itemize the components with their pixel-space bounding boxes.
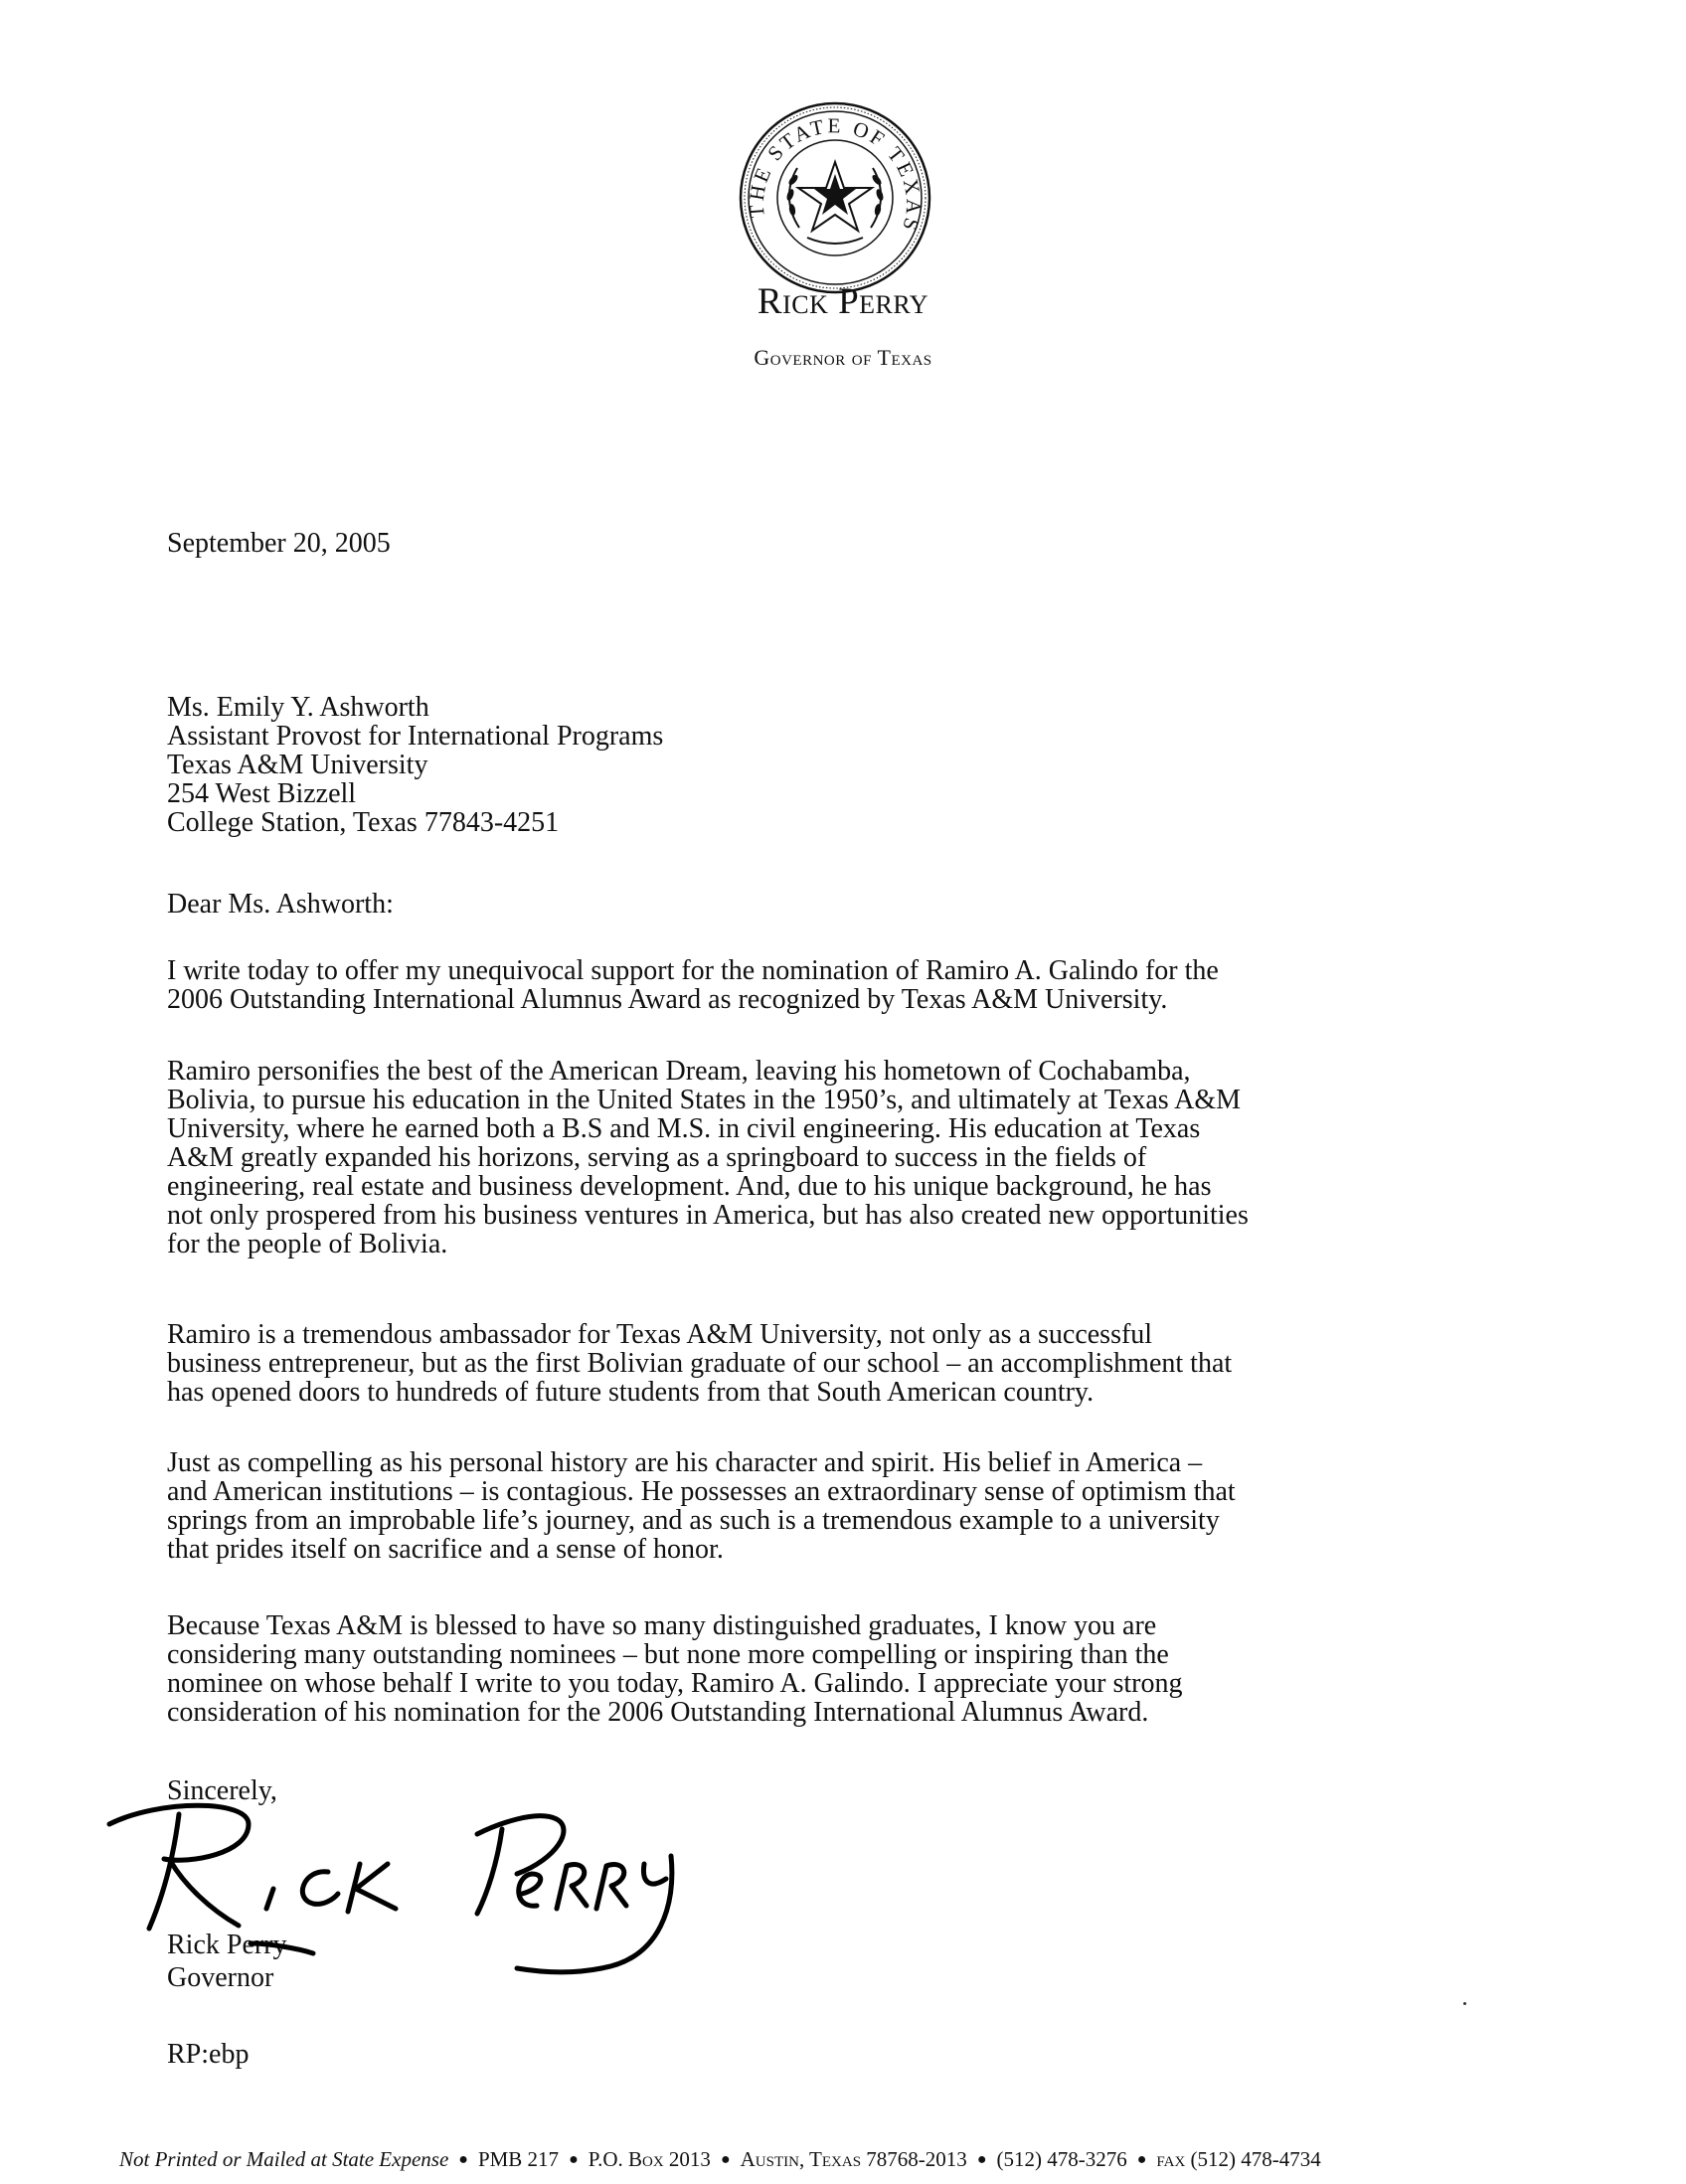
recipient-city: College Station, Texas 77843-4251 — [167, 807, 560, 838]
paragraph-line: Ramiro personifies the best of the American Dream, leaving his hometown of Cochabamba, — [167, 1056, 1191, 1087]
state-seal-image — [738, 100, 932, 295]
paragraph-5 — [167, 1611, 1459, 1727]
recipient-street: 254 West Bizzell — [167, 778, 357, 809]
paragraph-line: considering many outstanding nominees – but none more compelling or inspiring than the — [167, 1639, 1169, 1670]
paragraph-line: nominee on whose behalf I write to you today, Ramiro A. Galindo. I appreciate your strong — [167, 1668, 1183, 1699]
footer-fax-label: fax — [1156, 2147, 1186, 2171]
footer-fax: (512) 478-4734 — [1190, 2147, 1321, 2171]
signer-name: Rick Perry — [167, 1930, 287, 1960]
paragraph-line: engineering, real estate and business development. And, due to his unique background, he has — [167, 1171, 1212, 1202]
salutation: Dear Ms. Ashworth: — [167, 889, 394, 920]
closing: Sincerely, — [167, 1775, 277, 1806]
paragraph-line: springs from an improbable life’s journey, and as such is a tremendous example to a university — [167, 1505, 1220, 1536]
recipient-title: Assistant Provost for International Programs — [167, 721, 664, 752]
recipient-name: Ms. Emily Y. Ashworth — [167, 692, 429, 723]
paragraph-4 — [167, 1448, 1459, 1564]
paragraph-line: University, where he earned both a B.S and M.S. in civil engineering. His education at Texas — [167, 1113, 1201, 1144]
paragraph-line: Ramiro is a tremendous ambassador for Texas A&M University, not only as a successful — [167, 1319, 1153, 1350]
footer: Not Printed or Mailed at State Expense ● PMB 217 ● P.O. Box 2013 ● Austin, Texas 78768-2013 ● (512) 478-3276 ● fax (512) 478-4734 — [119, 2147, 1321, 2171]
paragraph-line: A&M greatly expanded his horizons, serving as a springboard to success in the fields of — [167, 1142, 1147, 1173]
svg-text:THE STATE OF TEXAS: THE STATE OF TEXAS — [744, 113, 927, 237]
paragraph-line: consideration of his nomination for the 2006 Outstanding International Alumnus Award. — [167, 1697, 1149, 1728]
paragraph-line: Just as compelling as his personal history are his character and spirit. His belief in America – — [167, 1447, 1203, 1478]
paragraph-line: I write today to offer my unequivocal support for the nomination of Ramiro A. Galindo for the — [167, 955, 1219, 986]
paragraph-line: and American institutions – is contagious. He possesses an extraordinary sense of optimism that — [167, 1476, 1236, 1507]
paragraph-line: Bolivia, to pursue his education in the United States in the 1950’s, and ultimately at Texas A&M — [167, 1085, 1242, 1115]
signer-title: Governor — [167, 1962, 274, 1993]
paragraph-1 — [167, 956, 1459, 1014]
paragraph-line: 2006 Outstanding International Alumnus Award as recognized by Texas A&M University. — [167, 984, 1168, 1015]
letter-date: September 20, 2005 — [167, 528, 391, 559]
paragraph-2 — [167, 1057, 1459, 1259]
paragraph-line: that prides itself on sacrifice and a sense of honor. — [167, 1534, 724, 1565]
handwritten-signature — [99, 1784, 716, 1998]
footer-po-box: P.O. Box 2013 — [588, 2147, 711, 2171]
paragraph-line: Because Texas A&M is blessed to have so many distinguished graduates, I know you are — [167, 1610, 1157, 1641]
footer-city: Austin, Texas 78768-2013 — [740, 2147, 967, 2171]
letterhead-name: Rick Perry — [757, 281, 929, 322]
initials: RP:ebp — [167, 2039, 250, 2070]
paragraph-line: business entrepreneur, but as the first Bolivian graduate of our school – an accomplishment that — [167, 1348, 1233, 1379]
scan-speck — [1463, 2002, 1466, 2005]
footer-phone: (512) 478-3276 — [996, 2147, 1127, 2171]
letterhead-title: Governor of Texas — [754, 345, 932, 370]
paragraph-line: has opened doors to hundreds of future students from that South American country. — [167, 1377, 1095, 1408]
paragraph-line: for the people of Bolivia. — [167, 1229, 448, 1260]
paragraph-3 — [167, 1320, 1459, 1407]
recipient-address — [167, 693, 663, 837]
recipient-organization: Texas A&M University — [167, 750, 428, 780]
footer-notice: Not Printed or Mailed at State Expense — [119, 2147, 449, 2171]
paragraph-line: not only prospered from his business ventures in America, but has also created new opportunities — [167, 1200, 1249, 1231]
footer-pmb: PMB 217 — [477, 2147, 560, 2171]
